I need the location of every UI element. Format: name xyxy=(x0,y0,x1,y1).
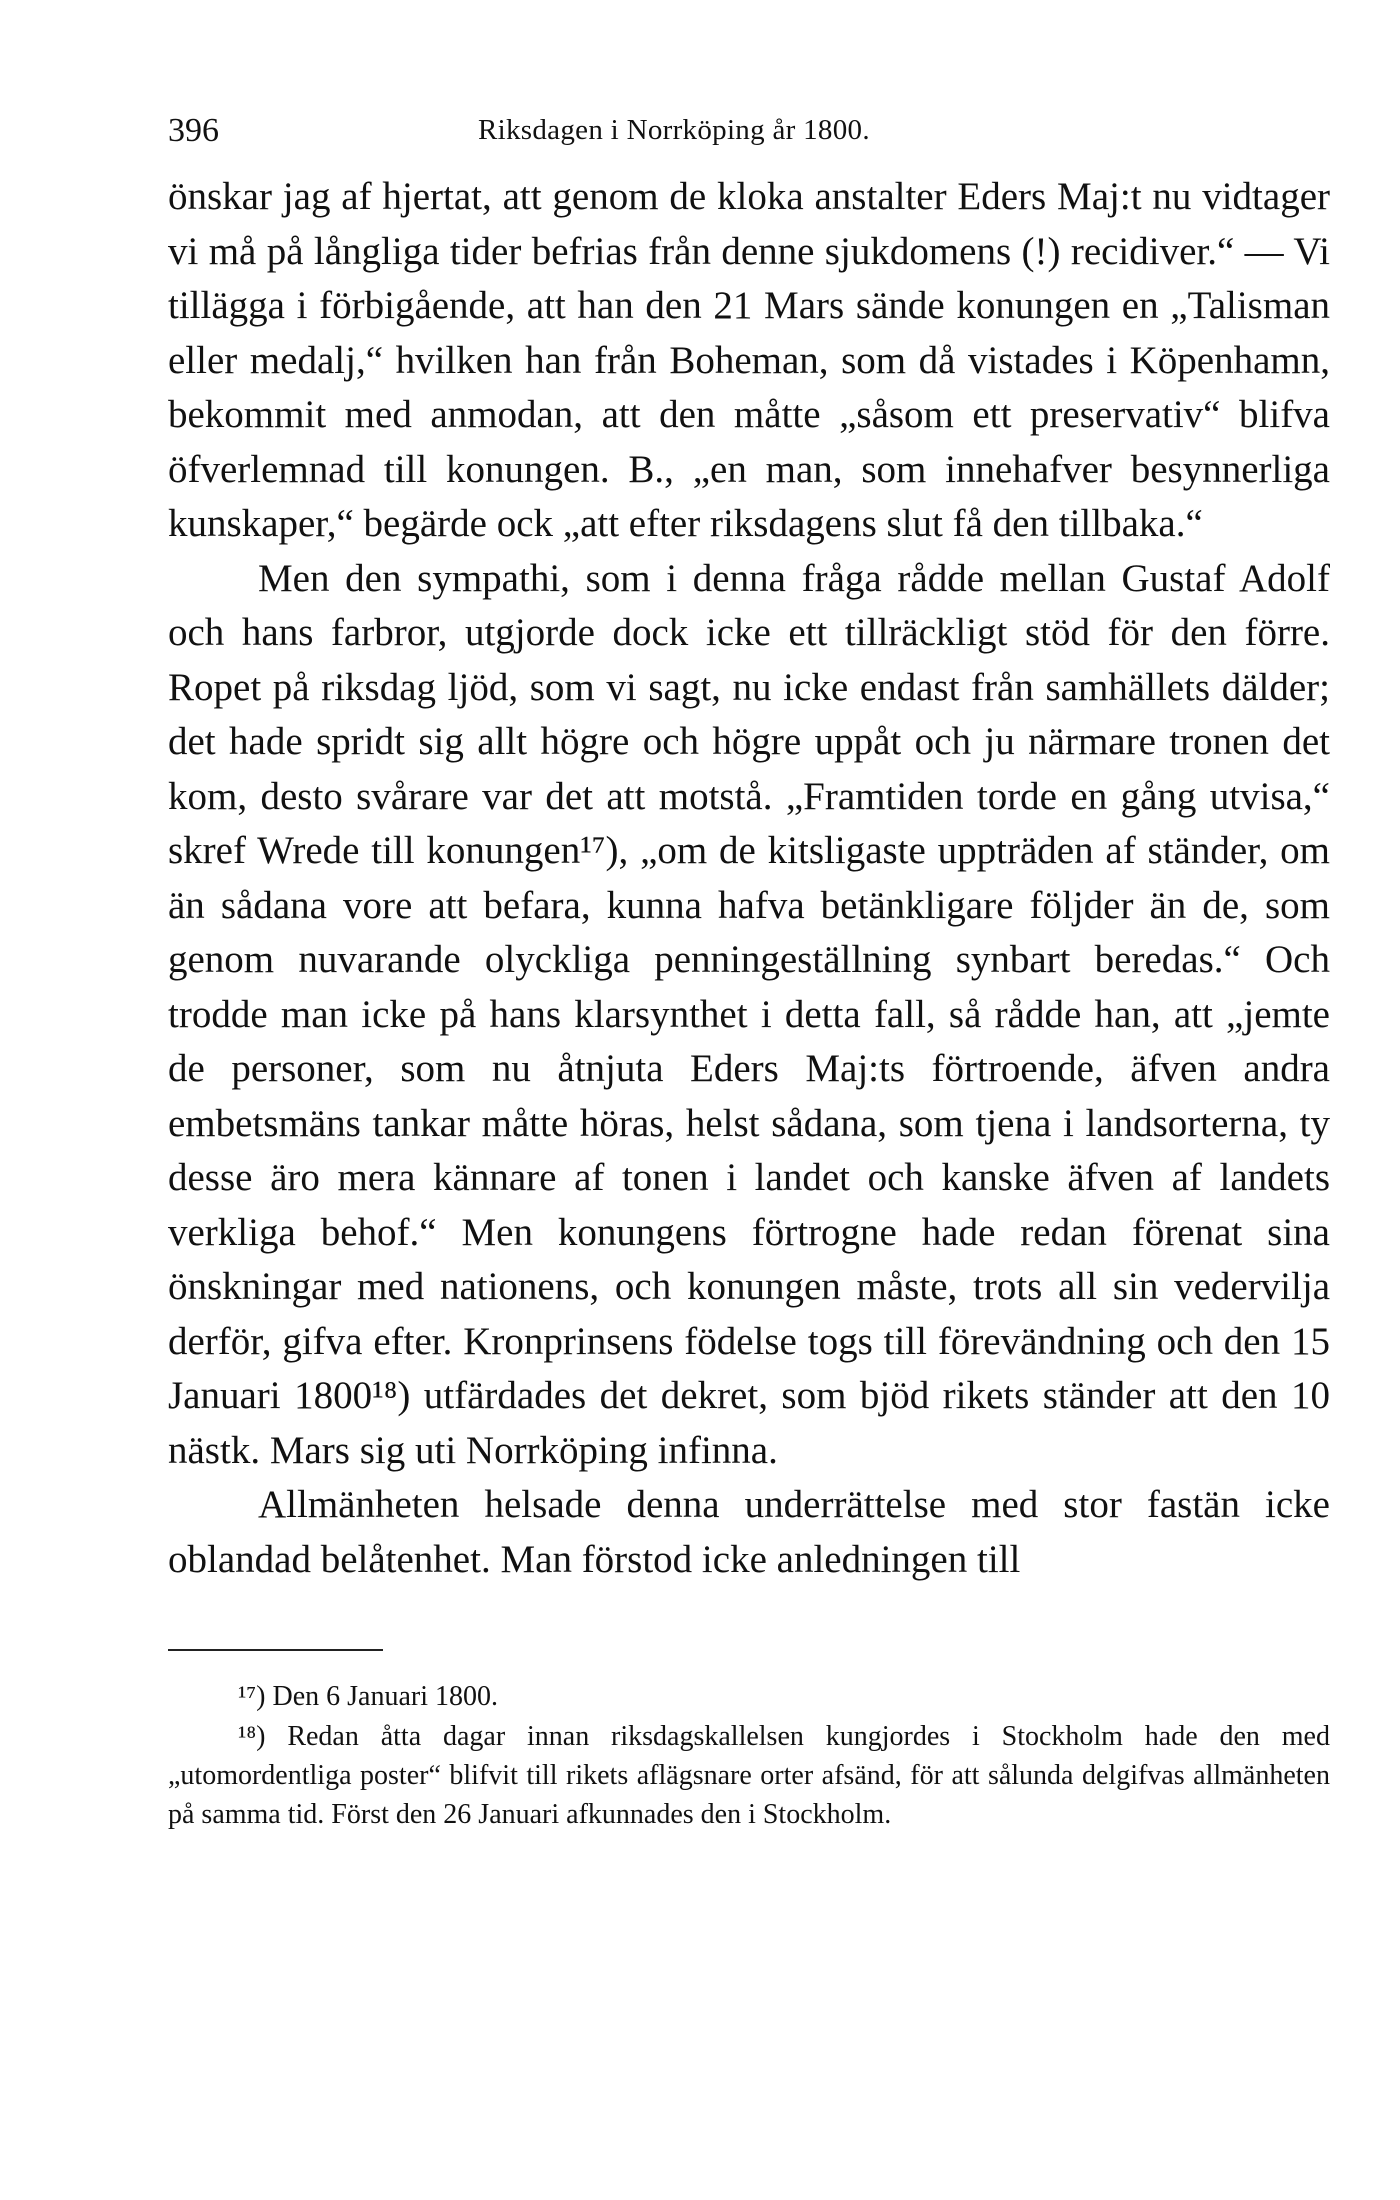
footnote-17: ¹⁷) Den 6 Januari 1800. xyxy=(238,1681,498,1712)
footnote-divider xyxy=(168,1649,383,1651)
paragraph: Men den sympathi, som i denna fråga rådde mellan Gustaf Adolf och hans farbror, utgjorde dock icke ett tillräckligt stöd för den förre. Ropet på riksdag ljöd, som vi sagt, nu icke endast från samhällets dälder; det hade spridt sig allt högre och högre uppåt och ju närmare tronen det kom, desto svårare var det att motstå. „Framtiden torde en gång utvisa,“ skref Wrede till konungen¹⁷), „om de kitsligaste uppträden af ständer, om än sådana vore att befara, kunna hafva betänkligare följder än de, som genom nuvarande olyckliga penningeställning synbart beredas.“ Och trodde man icke på hans klarsynthet i detta fall, så rådde han, att „jemte de personer, som nu åtnjuta Eders Maj:ts förtroende, äfven andra embetsmäns tankar måtte höras, helst sådana, som tjena i landsorterna, ty desse äro mera kännare af tonen i landet och kanske äfven af landets verkliga behof.“ Men konungens förtrogne hade redan förenat sina önskningar med nationens, och konungen måste, trots all sin vedervilja derför, gifva efter. Kronprinsens födelse togs till förevändning och den 15 Januari 1800¹⁸) utfärdades det dekret, som bjöd rikets ständer att den 10 nästk. Mars sig uti Norrköping infinna. xyxy=(168,556,1330,1472)
main-text xyxy=(168,170,1330,1587)
page-number: 396 xyxy=(168,112,219,149)
footnotes xyxy=(168,1677,1330,1834)
paragraph-continued: önskar jag af hjertat, att genom de kloka anstalter Eders Maj:t nu vidtager vi må på långliga tider befrias från denne sjukdomens (!) recidiver.“ — Vi tillägga i förbigående, att han den 21 Mars sände konungen en „Talisman eller medalj,“ hvilken han från Boheman, som då vistades i Köpenhamn, bekommit med anmodan, att den måtte „såsom ett preservativ“ blifva öfverlemnad till konungen. B., „en man, som innehafver besynnerliga kunskaper,“ begärde ock „att efter riksdagens slut få den tillbaka.“ xyxy=(168,175,1330,545)
book-page xyxy=(168,100,1330,1834)
running-title: Riksdagen i Norrköping år 1800. xyxy=(478,114,870,146)
footnote-18: ¹⁸) Redan åtta dagar innan riksdagskallelsen kungjordes i Stockholm hade den med „utomordentliga poster“ blifvit till rikets aflägsnare orter afsänd, för att sålunda delgifvas allmänheten på samma tid. Först den 26 Januari afkunnades den i Stockholm. xyxy=(168,1721,1330,1830)
page-header xyxy=(168,100,1330,164)
paragraph: Allmänheten helsade denna underrättelse med stor fastän icke oblandad belåtenhet. Man förstod icke anledningen till xyxy=(168,1483,1330,1581)
